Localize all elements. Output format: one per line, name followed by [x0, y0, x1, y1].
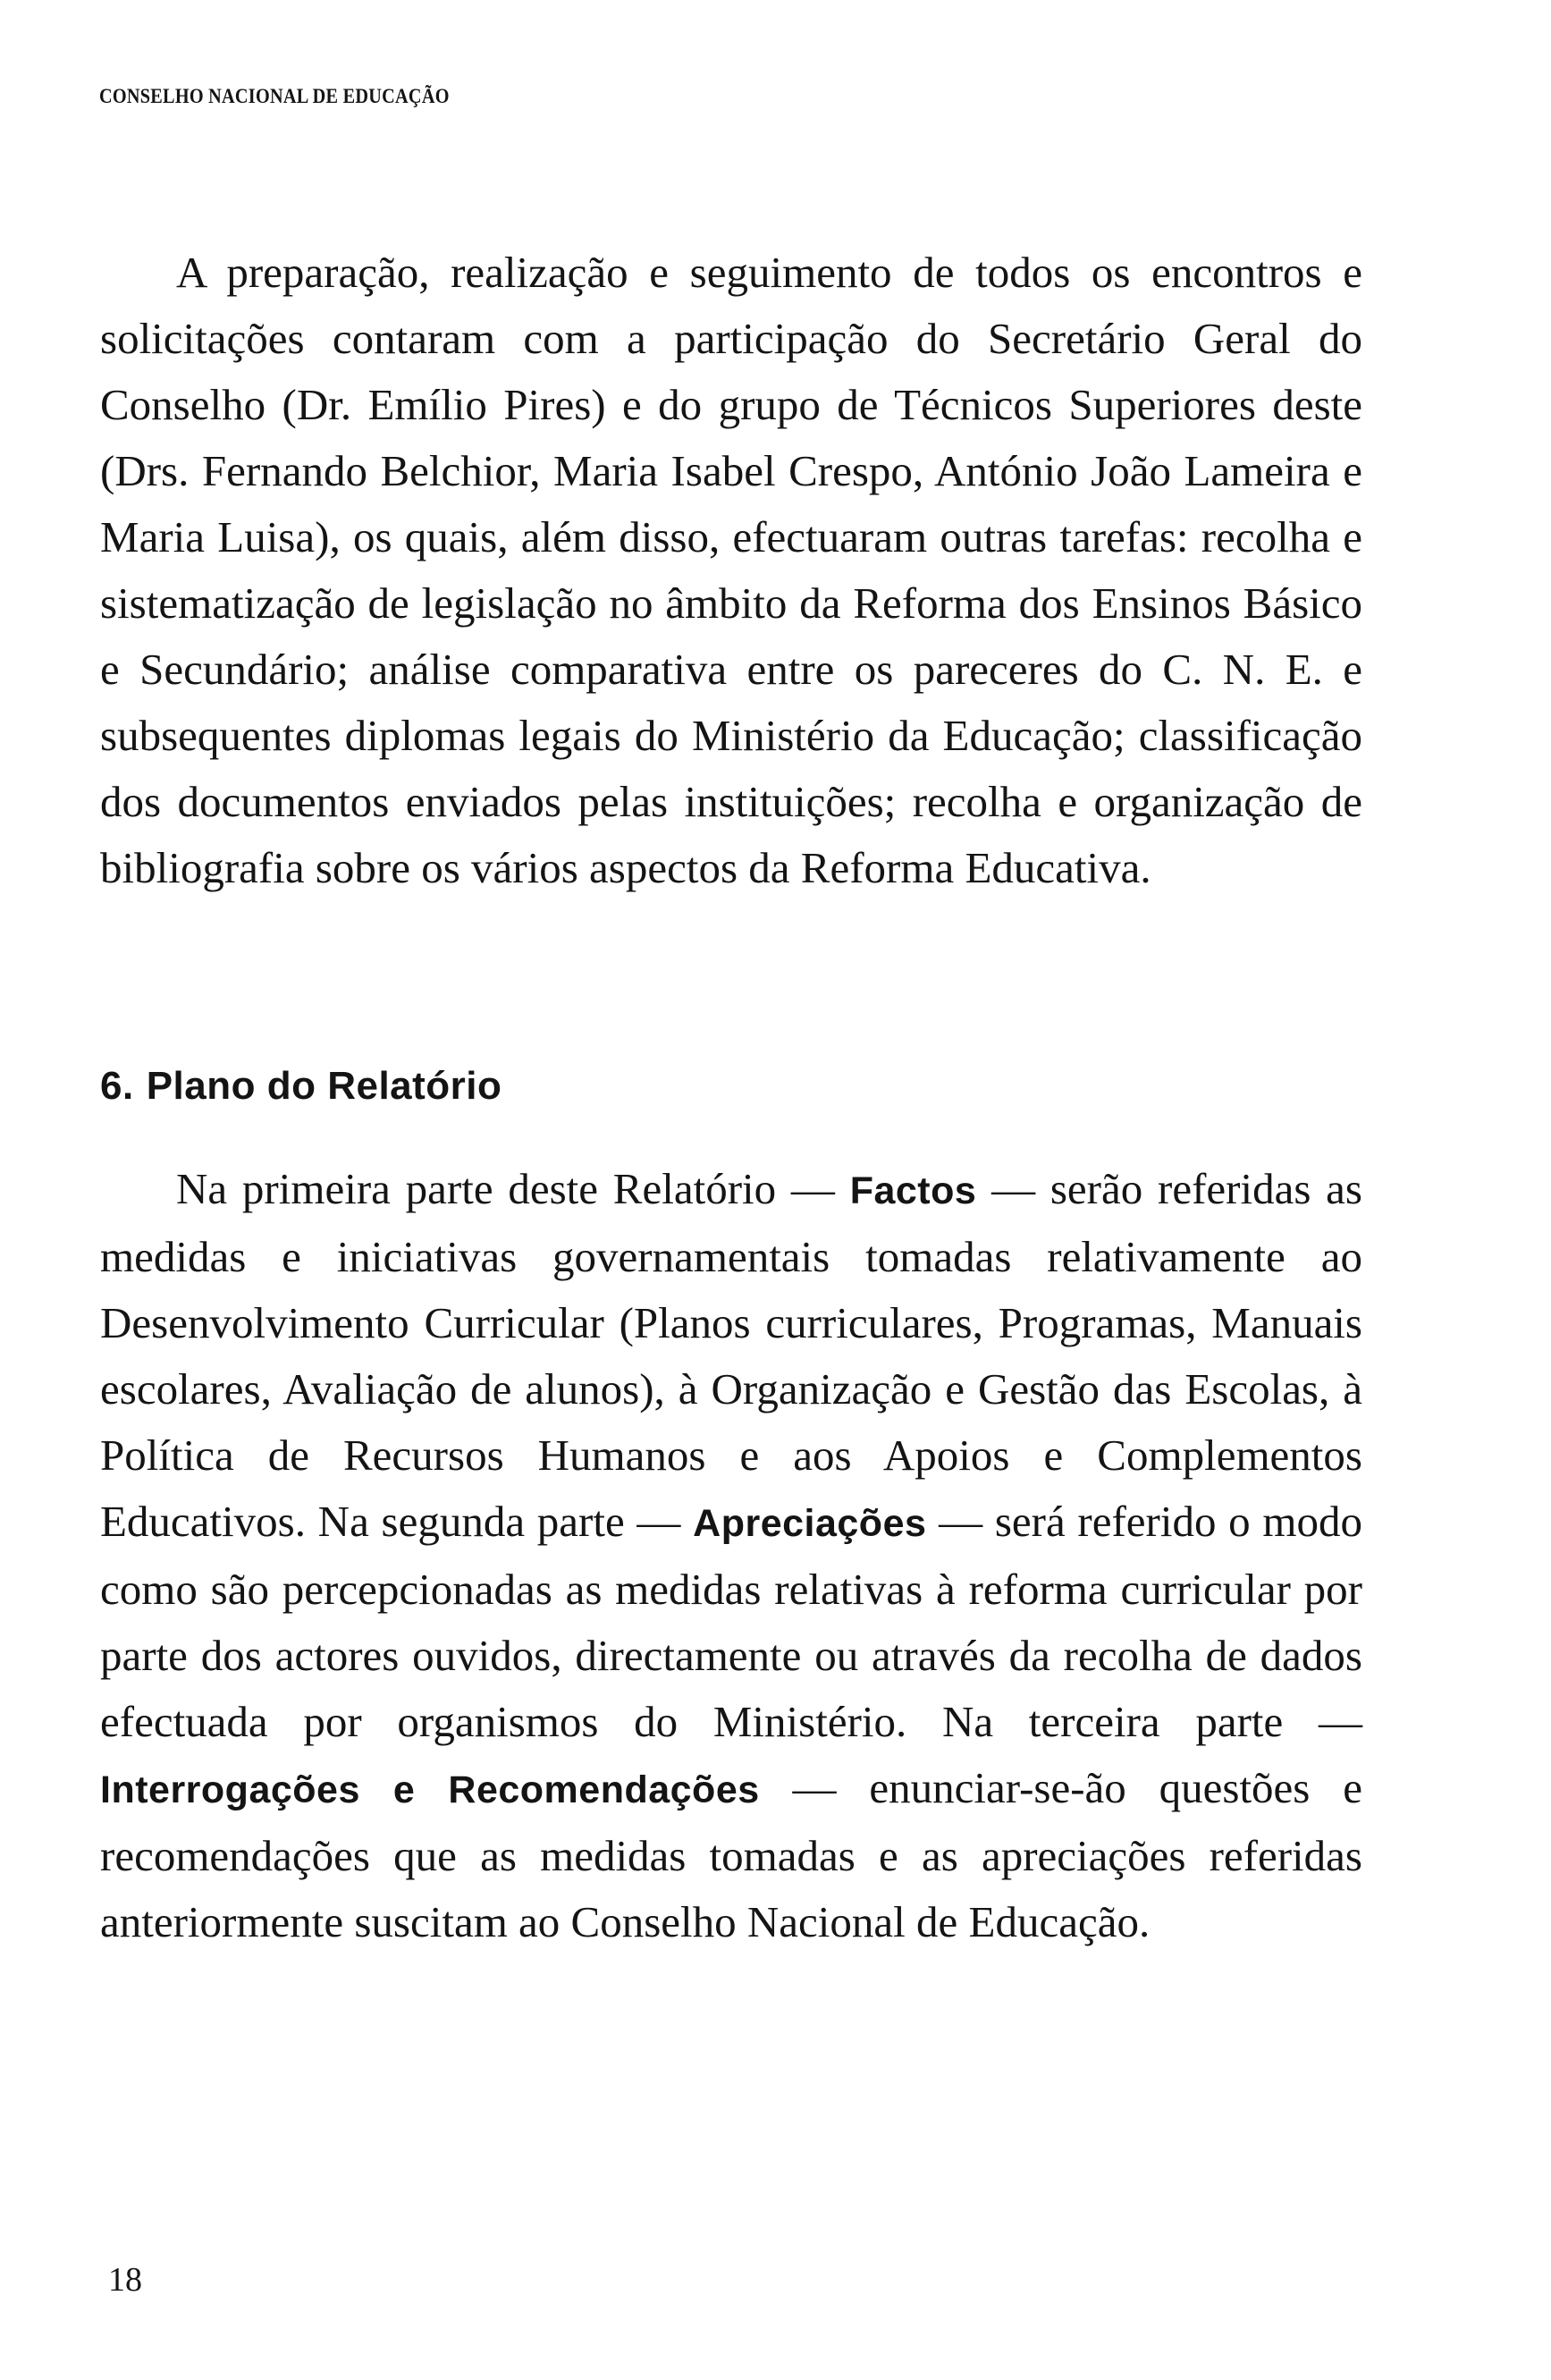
body-paragraph-intro: A preparação, realização e seguimento de todos os encontros e solicitações contaram com a participação do Secretário Geral do Conselho (Dr. Emílio Pires) e do grupo de Técnicos Superiores deste (Drs. Fernando Belchior, Maria Isabel Crespo, António João Lameira e Maria Luisa), os quais, além disso, efectuaram outras tarefas: recolha e sistematização de legislação no âmbito da Reforma dos Ensinos Básico e Secundário; análise comparativa entre os pareceres do C. N. E. e subsequentes diplomas legais do Ministério da Educação; classificação dos documentos enviados pelas instituições; recolha e organização de bibliografia sobre os vários aspectos da Reforma Educativa.: [100, 248, 1362, 892]
term-apreciacoes: Apreciações: [693, 1502, 927, 1545]
text-segment: — serão referidas as medidas e iniciativas governamentais tomadas relativamente ao Desenvolvimento Curricular (Planos curriculares, Programas, Manuais escolares, Avaliação de alunos), à Organização e Gestão das Escolas, à Política de Recursos Humanos e aos Apoios e Complementos Educativos. Na segunda parte —: [100, 1164, 1362, 1546]
page-number: 18: [108, 2261, 142, 2299]
term-factos: Factos: [849, 1169, 977, 1212]
term-interrogacoes-recomendacoes: Interrogações e Recomendações: [100, 1768, 760, 1811]
body-paragraph-plan: [100, 1156, 1362, 1955]
text-segment: — enunciar-se-ão questões e recomendações que as medidas tomadas e as apreciações referidas anteriormente suscitam ao Conselho Nacional de Educação.: [100, 1763, 1362, 1946]
running-header: CONSELHO NACIONAL DE EDUCAÇÃO: [99, 85, 450, 107]
text-segment: Na primeira parte deste Relatório —: [176, 1164, 850, 1213]
text-segment: — será referido o modo como são percepcionadas as medidas relativas à reforma curricular por parte dos actores ouvidos, directamente ou através da recolha de dados efectuada por organismos do Ministério. Na terceira parte —: [100, 1497, 1362, 1746]
section-heading: [100, 1064, 502, 1109]
section-title: Plano do Relatório: [146, 1064, 502, 1108]
section-number: 6.: [100, 1064, 134, 1108]
